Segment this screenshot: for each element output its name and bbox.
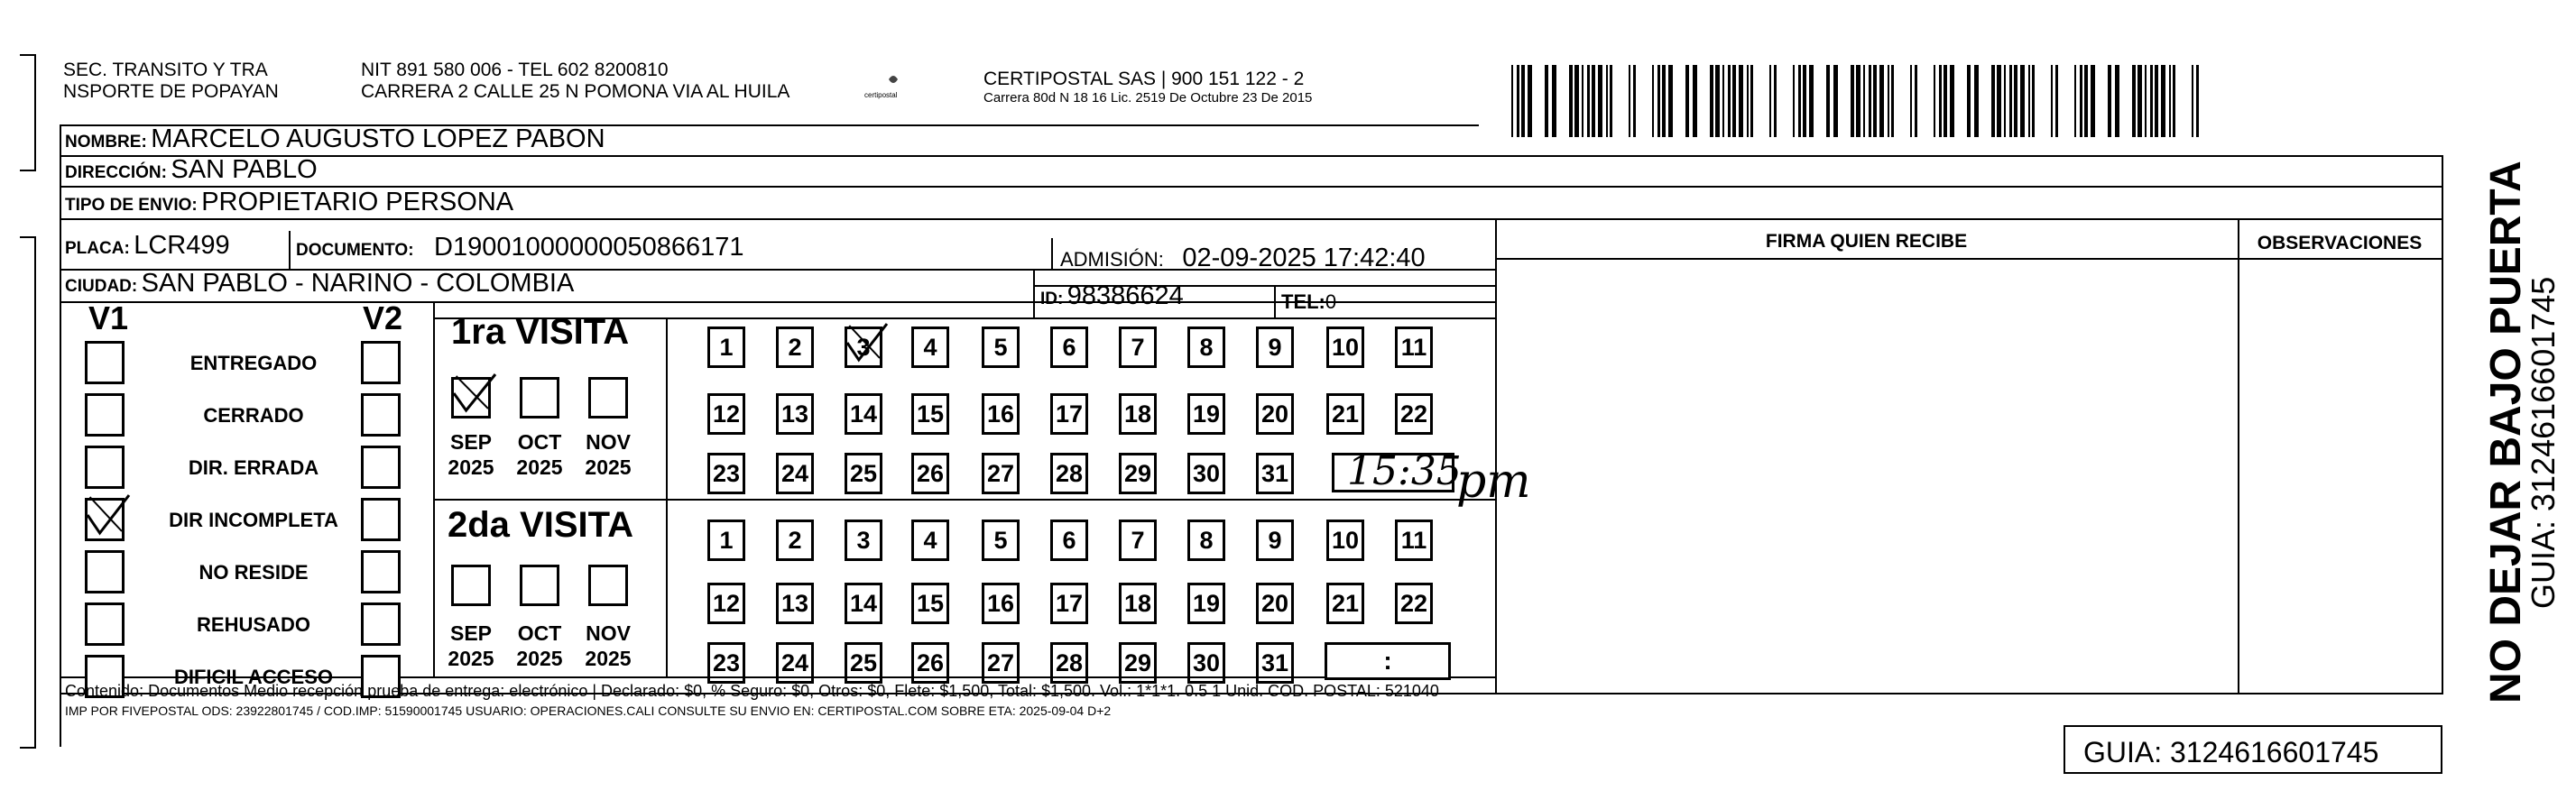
v2-label: V2: [363, 299, 403, 336]
day-box[interactable]: 19: [1187, 583, 1225, 624]
day-box[interactable]: 18: [1119, 393, 1157, 435]
first-visit-title: 1ra VISITA: [451, 312, 630, 352]
barcode-bar: [1769, 65, 1771, 137]
barcode-bar: [1633, 65, 1636, 137]
barcode-bar: [1863, 65, 1865, 137]
id-field: [1040, 281, 1184, 311]
check-mark-icon: [84, 493, 124, 537]
placa-field: [65, 231, 230, 261]
barcode-bar: [2137, 65, 2142, 137]
bracket-top: [20, 54, 36, 171]
status-label: REHUSADO: [197, 613, 310, 636]
barcode-bar: [2132, 65, 2136, 137]
courier-line-2: Carrera 80d N 18 16 Lic. 2519 De Octubre 23 De 2015: [983, 90, 1313, 106]
barcode-bar: [2009, 65, 2012, 137]
month-label: [512, 621, 567, 671]
day-box[interactable]: 16: [982, 583, 1020, 624]
barcode-bar: [1774, 65, 1777, 137]
v1-checkbox[interactable]: [85, 550, 125, 593]
day-box[interactable]: 20: [1256, 583, 1294, 624]
barcode-icon: [1511, 65, 2220, 137]
barcode-bar: [1574, 65, 1579, 137]
day-box[interactable]: 29: [1119, 453, 1157, 494]
day-box[interactable]: 9: [1256, 520, 1294, 561]
day-box[interactable]: 1: [707, 327, 745, 368]
day-box[interactable]: 25: [845, 642, 882, 684]
barcode-bar: [2161, 65, 2165, 137]
month-name: NOV: [586, 430, 631, 454]
v2-checkbox[interactable]: [361, 550, 401, 593]
day-box[interactable]: 30: [1187, 453, 1225, 494]
day-box[interactable]: 31: [1256, 453, 1294, 494]
month-checkbox[interactable]: [520, 377, 559, 418]
first-visit-time-suffix: pm: [1456, 455, 1531, 509]
barcode-bar: [1732, 65, 1736, 137]
day-box[interactable]: 30: [1187, 642, 1225, 684]
courier-line-1: CERTIPOSTAL SAS | 900 151 122 - 2: [983, 69, 1305, 89]
barcode-bar: [2084, 65, 2088, 137]
day-box[interactable]: 6: [1050, 327, 1088, 368]
month-year: 2025: [585, 455, 632, 479]
tipo-label: TIPO DE ENVIO:: [65, 196, 198, 215]
day-box[interactable]: 12: [707, 393, 745, 435]
day-box[interactable]: 11: [1395, 520, 1433, 561]
day-box[interactable]: 8: [1187, 520, 1225, 561]
v1-checkbox[interactable]: [85, 498, 125, 541]
day-box[interactable]: 18: [1119, 583, 1157, 624]
barcode-bar: [1910, 65, 1912, 137]
nombre-value: MARCELO AUGUSTO LOPEZ PABON: [151, 124, 605, 153]
day-box[interactable]: 4: [911, 520, 949, 561]
barcode-bar: [1693, 65, 1697, 137]
day-box[interactable]: 2: [776, 327, 814, 368]
id-label: ID:: [1040, 290, 1064, 308]
day-box[interactable]: 23: [707, 642, 745, 684]
barcode-bar: [1991, 65, 1995, 137]
first-visit-time-box[interactable]: [1332, 448, 1462, 494]
check-mark-icon: [844, 322, 882, 363]
month-label: [581, 621, 635, 671]
barcode-bar: [1511, 65, 1513, 137]
barcode-bar: [1888, 65, 1889, 137]
day-box[interactable]: 4: [911, 327, 949, 368]
issuer-line-1: SEC. TRANSITO Y TRA: [63, 60, 268, 80]
day-box[interactable]: 12: [707, 583, 745, 624]
barcode-bar: [1668, 65, 1673, 137]
ciudad-value: SAN PABLO - NARINO - COLOMBIA: [141, 269, 575, 298]
barcode-bar: [2020, 65, 2025, 137]
barcode-bar: [1798, 65, 1801, 137]
v2-checkbox[interactable]: [361, 341, 401, 384]
barcode-bar: [1545, 65, 1548, 137]
barcode-bar: [1739, 65, 1743, 137]
ciudad-field: [65, 269, 574, 299]
barcode-bar: [1715, 65, 1720, 137]
barcode-bar: [1710, 65, 1713, 137]
barcode-bar: [1747, 65, 1749, 137]
day-box[interactable]: 29: [1119, 642, 1157, 684]
barcode-bar: [2055, 65, 2058, 137]
tel-label: TEL:: [1281, 290, 1325, 313]
barcode-bar: [2108, 65, 2111, 137]
no-dejar-warning: NO DEJAR BAJO PUERTA: [2482, 161, 2530, 704]
barcode-bar: [2091, 65, 2095, 137]
day-box[interactable]: 13: [776, 583, 814, 624]
day-box[interactable]: 28: [1050, 453, 1088, 494]
day-box[interactable]: 1: [707, 520, 745, 561]
month-checkbox[interactable]: [451, 377, 491, 418]
day-box[interactable]: 7: [1119, 327, 1157, 368]
month-checkbox[interactable]: [588, 377, 628, 418]
barcode-bar: [1809, 65, 1814, 137]
day-box[interactable]: 3: [845, 520, 882, 561]
v2-checkbox[interactable]: [361, 446, 401, 489]
barcode-bar: [2196, 65, 2199, 137]
day-box[interactable]: 31: [1256, 642, 1294, 684]
day-box[interactable]: 17: [1050, 583, 1088, 624]
direccion-label: DIRECCIÓN:: [65, 163, 167, 182]
day-box[interactable]: 19: [1187, 393, 1225, 435]
day-box[interactable]: 10: [1326, 520, 1364, 561]
status-label: ENTREGADO: [189, 352, 318, 374]
day-box[interactable]: 25: [845, 453, 882, 494]
day-box[interactable]: 5: [982, 520, 1020, 561]
tel-value: 0: [1325, 290, 1337, 313]
day-box[interactable]: 10: [1326, 327, 1364, 368]
second-visit-title: 2da VISITA: [448, 505, 633, 545]
issuer-line-2: NSPORTE DE POPAYAN: [63, 81, 279, 102]
day-box[interactable]: 26: [911, 642, 949, 684]
month-checkbox[interactable]: [451, 565, 491, 606]
status-label: DIR. ERRADA: [188, 456, 319, 479]
observaciones-header: OBSERVACIONES: [2257, 233, 2423, 253]
barcode-bar: [1728, 65, 1731, 137]
nombre-label: NOMBRE:: [65, 133, 147, 152]
direccion-row: [65, 155, 318, 185]
admision-field: [1060, 244, 1426, 273]
barcode-bar: [1873, 65, 1877, 137]
admision-label: ADMISIÓN:: [1060, 248, 1164, 271]
status-label: DIR INCOMPLETA: [169, 509, 338, 531]
documento-value: D19001000000050866171: [434, 233, 744, 262]
barcode-bar: [1587, 65, 1590, 137]
v2-checkbox[interactable]: [361, 602, 401, 646]
tipo-row: [65, 188, 513, 217]
barcode-bar: [1915, 65, 1917, 137]
barcode-bar: [2028, 65, 2030, 137]
firma-header: FIRMA QUIEN RECIBE: [1765, 231, 1968, 252]
month-name: NOV: [586, 621, 631, 645]
month-year: 2025: [516, 647, 563, 670]
barcode-bar: [2032, 65, 2035, 137]
second-visit-time-box[interactable]: [1325, 642, 1451, 680]
side-guia: GUIA: 3124616601745: [2525, 276, 2562, 609]
barcode-bar: [1569, 65, 1573, 137]
month-name: OCT: [517, 621, 562, 645]
day-box[interactable]: 24: [776, 642, 814, 684]
bracket-bottom: [20, 236, 36, 749]
v1-checkbox[interactable]: [85, 446, 125, 489]
barcode-bar: [1598, 65, 1602, 137]
day-box[interactable]: 27: [982, 453, 1020, 494]
ciudad-label: CIUDAD:: [65, 277, 138, 296]
day-box[interactable]: 22: [1395, 393, 1433, 435]
day-box[interactable]: 26: [911, 453, 949, 494]
day-box[interactable]: 6: [1050, 520, 1088, 561]
barcode-bar: [2014, 65, 2017, 137]
v1-checkbox[interactable]: [85, 393, 125, 437]
barcode-bar: [2155, 65, 2158, 137]
guia-box: [2064, 725, 2442, 774]
barcode-bar: [1517, 65, 1519, 137]
barcode-bar: [1879, 65, 1884, 137]
day-box[interactable]: 15: [911, 583, 949, 624]
day-box[interactable]: 20: [1256, 393, 1294, 435]
barcode-bar: [1629, 65, 1630, 137]
nombre-row: [65, 124, 605, 154]
barcode-bar: [1833, 65, 1838, 137]
day-box[interactable]: 14: [845, 393, 882, 435]
v1-checkbox[interactable]: [85, 602, 125, 646]
barcode-bar: [2004, 65, 2006, 137]
day-box[interactable]: 21: [1326, 583, 1364, 624]
barcode-bar: [2145, 65, 2147, 137]
day-box[interactable]: 21: [1326, 393, 1364, 435]
barcode-bar: [1552, 65, 1556, 137]
barcode-bar: [1944, 65, 1947, 137]
barcode-bar: [1722, 65, 1724, 137]
contenido-line: Contenido: Documentos Medio recepción prueba de entrega: electrónico | Declarado: $0, % Seguro: $0, Otros: $0, Flete: $1,500, Total: $1,500. Vol.: 1*1*1. 0.5 1 Unid. COD. POSTAL: 521040: [65, 682, 1439, 700]
month-label: [512, 429, 567, 480]
month-name: SEP: [449, 430, 493, 454]
documento-field: [296, 233, 744, 262]
barcode-bar: [2051, 65, 2053, 137]
nit-line: NIT 891 580 006 - TEL 602 8200810: [361, 60, 669, 80]
month-year: 2025: [448, 647, 494, 670]
barcode-bar: [1950, 65, 1954, 137]
barcode-bar: [1891, 65, 1894, 137]
placa-value: LCR499: [134, 231, 230, 260]
day-box[interactable]: 24: [776, 453, 814, 494]
barcode-bar: [1662, 65, 1666, 137]
id-value: 98386624: [1066, 281, 1184, 310]
day-box[interactable]: 23: [707, 453, 745, 494]
month-checkbox[interactable]: [520, 565, 559, 606]
month-year: 2025: [585, 647, 632, 670]
second-visit-time-placeholder: :: [1383, 647, 1392, 675]
month-year: 2025: [516, 455, 563, 479]
status-label: DIFICIL ACCESO: [173, 666, 333, 688]
barcode-bar: [1657, 65, 1660, 137]
day-box[interactable]: 16: [982, 393, 1020, 435]
imp-line: IMP POR FIVEPOSTAL ODS: 23922801745 / COD.IMP: 51590001745 USUARIO: OPERACIONES.CALI CONSULTE SU ENVIO EN: CERTIPOSTAL.COM SOBRE ETA: 2025-09-04 D+2: [65, 704, 1112, 718]
barcode-bar: [1582, 65, 1583, 137]
month-label: [444, 621, 498, 671]
barcode-bar: [1606, 65, 1608, 137]
first-visit-time: 15:35: [1347, 448, 1462, 494]
v1-checkbox[interactable]: [85, 341, 125, 384]
barcode-bar: [1967, 65, 1971, 137]
barcode-bar: [1685, 65, 1689, 137]
barcode-bar: [1869, 65, 1871, 137]
month-name: SEP: [449, 621, 493, 645]
svg-text:certipostal: certipostal: [864, 91, 898, 99]
guia-box-value: GUIA: 3124616601745: [2083, 736, 2379, 768]
month-label: [444, 429, 498, 480]
month-year: 2025: [448, 455, 494, 479]
day-box[interactable]: 13: [776, 393, 814, 435]
day-box[interactable]: 11: [1395, 327, 1433, 368]
barcode-bar: [1939, 65, 1942, 137]
day-box[interactable]: 28: [1050, 642, 1088, 684]
admision-value: 02-09-2025 17:42:40: [1182, 244, 1426, 272]
status-label: CERRADO: [203, 404, 304, 427]
day-box[interactable]: 9: [1256, 327, 1294, 368]
barcode-bar: [1826, 65, 1830, 137]
tipo-value: PROPIETARIO PERSONA: [201, 188, 514, 216]
v1-label: V1: [88, 299, 129, 336]
barcode-bar: [1793, 65, 1795, 137]
month-name: OCT: [517, 430, 562, 454]
v2-checkbox[interactable]: [361, 393, 401, 437]
day-box[interactable]: 8: [1187, 327, 1225, 368]
documento-label: DOCUMENTO:: [296, 241, 414, 260]
barcode-bar: [1610, 65, 1612, 137]
day-box[interactable]: 14: [845, 583, 882, 624]
barcode-bar: [1750, 65, 1753, 137]
month-checkbox[interactable]: [588, 565, 628, 606]
day-box[interactable]: 5: [982, 327, 1020, 368]
day-box[interactable]: 15: [911, 393, 949, 435]
barcode-bar: [2074, 65, 2076, 137]
status-label: NO RESIDE: [199, 561, 309, 584]
tel-field: [1281, 290, 1336, 314]
barcode-bar: [1803, 65, 1806, 137]
barcode-bar: [1856, 65, 1860, 137]
placa-label: PLACA:: [65, 239, 130, 258]
barcode-bar: [2115, 65, 2119, 137]
barcode-bar: [1974, 65, 1979, 137]
barcode-bar: [1851, 65, 1854, 137]
certipostal-logo-icon: [857, 65, 929, 101]
barcode-bar: [2169, 65, 2171, 137]
day-box[interactable]: 22: [1395, 583, 1433, 624]
barcode-bar: [2080, 65, 2082, 137]
barcode-bar: [1528, 65, 1532, 137]
barcode-bar: [1521, 65, 1525, 137]
check-mark-icon: [450, 373, 490, 414]
barcode-bar: [1934, 65, 1935, 137]
day-box[interactable]: 27: [982, 642, 1020, 684]
day-box[interactable]: 2: [776, 520, 814, 561]
barcode-bar: [2150, 65, 2153, 137]
barcode-bar: [2173, 65, 2175, 137]
barcode-bar: [1652, 65, 1654, 137]
day-box[interactable]: 17: [1050, 393, 1088, 435]
direccion-value: SAN PABLO: [171, 155, 318, 184]
barcode-bar: [1592, 65, 1595, 137]
day-box[interactable]: 3: [845, 327, 882, 368]
barcode-bar: [2192, 65, 2193, 137]
barcode-bar: [1997, 65, 2001, 137]
v2-checkbox[interactable]: [361, 498, 401, 541]
address-line: CARRERA 2 CALLE 25 N POMONA VIA AL HUILA: [361, 81, 790, 102]
month-label: [581, 429, 635, 480]
day-box[interactable]: 7: [1119, 520, 1157, 561]
